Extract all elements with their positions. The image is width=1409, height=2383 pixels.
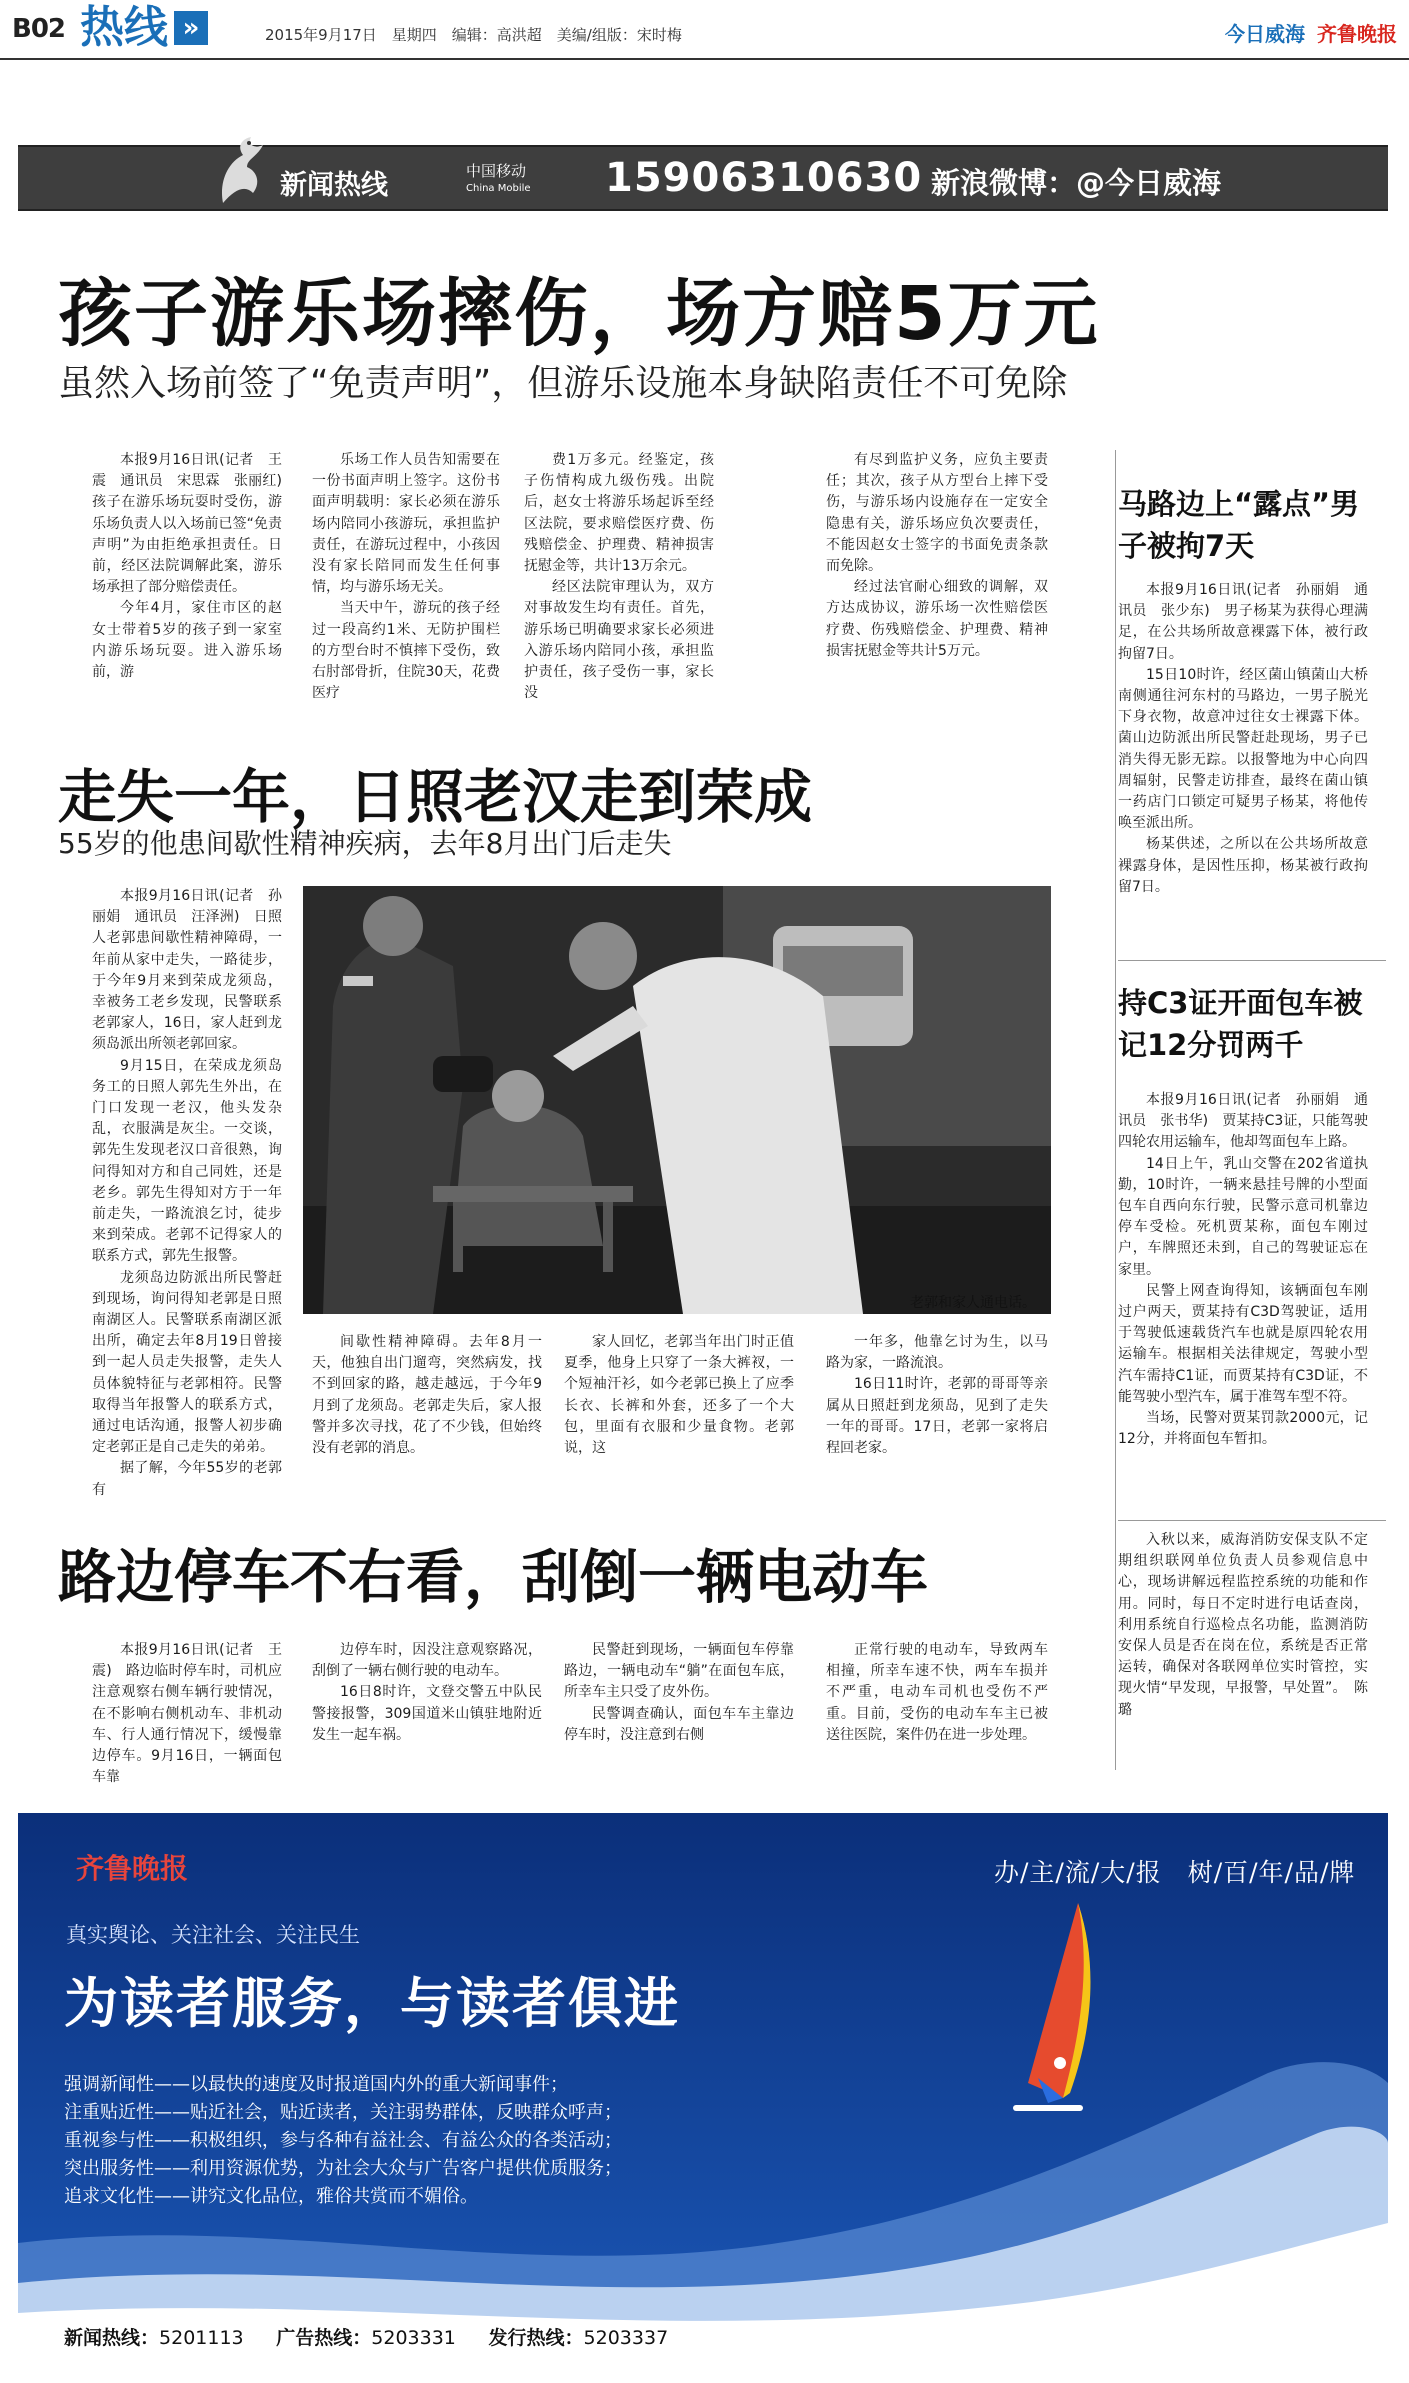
section-title xyxy=(80,2,240,54)
ad-brand-slogan: 办/主/流/大/报 树/百/年/品/牌 xyxy=(994,1858,1356,1887)
carrier-name-en: China Mobile xyxy=(466,183,531,194)
lost-headline: 走失一年，日照老汉走到荣成 xyxy=(58,763,813,831)
ad-principles xyxy=(64,2071,622,2211)
ad-main-slogan: 为读者服务，与读者俱进 xyxy=(64,1972,680,2035)
bird-icon xyxy=(213,133,267,211)
paragraph: 民警赶到现场，一辆面包车停靠路边，一辆电动车“躺”在面包车底，所幸车主只受了皮外伤。 xyxy=(564,1642,794,1701)
paragraph: 费1万多元。经鉴定，孩子伤情构成九级伤残。出院后，赵女士将游乐场起诉至经区法院，要求赔偿医疗费、伤残赔偿金、护理费、精神损害抚慰金等，共计13万余元。 xyxy=(524,452,714,575)
lost-column-2 xyxy=(312,1332,542,1472)
hotline-label: 新闻热线： xyxy=(64,2327,160,2349)
paragraph: 间歇性精神障碍。去年8月一天，他独自出门遛弯，突然病发，找不到回家的路，越走越远，于今年9月到了龙须岛。老郭走失后，家人报警并多次寻找，花了不少钱，但始终没有老郭的消息。 xyxy=(312,1334,542,1457)
photo-illustration xyxy=(303,886,1051,1314)
lead-column-1 xyxy=(92,450,296,681)
paragraph: 9月15日，在荣成龙须岛务工的日照人郭先生外出，在门口发现一老汉，他头发杂乱，衣服满是灰尘。一交谈，郭先生发现老汉口音很熟，询问得知对方和自己同姓，还是老乡。郭先生得知对方于一年前走失，一路流浪乞讨，徒步来到荣成。老郭不记得家人的联系方式，郭先生报警。 xyxy=(92,1057,282,1265)
ad-principle-line: 追求文化性——讲究文化品位，雅俗共赏而不媚俗。 xyxy=(64,2186,478,2207)
lost-column-1 xyxy=(92,886,282,1498)
hotline-number: 5201113 xyxy=(159,2327,244,2349)
hotline-label: 发行热线： xyxy=(488,2327,584,2349)
paragraph: 本报9月16日讯(记者 孙丽娟 通讯员 张少东) 男子杨某为获得心理满足，在公共场所故意裸露下体，被行政拘留7日。 xyxy=(1118,582,1368,662)
hotline-number: 5203331 xyxy=(371,2327,456,2349)
paragraph: 龙须岛边防派出所民警赶到现场，询问得知老郭是日照南湖区人。民警联系南湖区派出所，确定去年8月19日曾接到一起人员走失报警，走失人员体貌特征与老郭相符。民警取得当年报警人的联系方式，通过电话沟通，报警人初步确定老郭正是自己走失的弟弟。 xyxy=(92,1269,282,1456)
paragraph: 本报9月16日讯(记者 孙丽娟 通讯员 张书华) 贾某持C3证，只能驾驶四轮农用运输车，他却驾面包车上路。 xyxy=(1118,1092,1368,1151)
paragraph: 当场，民警对贾某罚款2000元，记12分，并将面包车暂扣。 xyxy=(1118,1410,1368,1448)
paragraph: 民警调查确认，面包车车主靠边停车时，没注意到右侧 xyxy=(564,1705,794,1743)
paragraph: 16日8时许，文登交警五中队民警接报警，309国道米山镇驻地附近发生一起车祸。 xyxy=(312,1684,542,1743)
sidebar-story-1 xyxy=(1118,580,1368,940)
ad-paper-logo: 齐鲁晚报 xyxy=(76,1852,189,1885)
ad-tagline: 真实舆论、关注社会、关注民生 xyxy=(66,1923,360,1947)
road-column-2 xyxy=(312,1640,542,1780)
paragraph: 一年多，他靠乞讨为生，以马路为家，一路流浪。 xyxy=(826,1334,1048,1372)
hotline-number: 5203337 xyxy=(583,2327,669,2349)
sidebar-story-2 xyxy=(1118,1090,1368,1530)
sidebar-divider xyxy=(1118,1520,1386,1521)
paragraph: 据了解，今年55岁的老郭有 xyxy=(92,1460,282,1498)
paragraph: 家人回忆，老郭当年出门时正值夏季，他身上只穿了一条大裤衩，一个短袖汗衫，如今老郭已换上了应季长衣、长裤和外套，还多了一个大包，里面有衣服和少量食物。老郭说，这 xyxy=(564,1334,794,1457)
paragraph: 杨某供述，之所以在公共场所故意裸露身体，是因性压抑，杨某被行政拘留7日。 xyxy=(1118,836,1368,895)
paragraph: 边停车时，因没注意观察路况，刮倒了一辆右侧行驶的电动车。 xyxy=(312,1642,542,1680)
section-label: 热线 xyxy=(80,2,168,53)
hotline-phone: 15906310630 xyxy=(605,155,923,201)
sidebar-brief xyxy=(1118,1530,1368,1780)
photo-caption: 老郭和家人通电话。 xyxy=(910,1295,1036,1311)
lead-column-4 xyxy=(826,450,1048,680)
sidebar-headline-1: 马路边上“露点”男子被拘7天 xyxy=(1118,487,1360,563)
road-column-3 xyxy=(564,1640,794,1780)
lead-headline: 孩子游乐场摔伤，场方赔5万元 xyxy=(58,271,1100,357)
lead-column-2 xyxy=(312,450,500,702)
road-column-1 xyxy=(92,1640,282,1786)
paragraph: 有尽到监护义务，应负主要责任；其次，孩子从方型台上摔下受伤，与游乐场内设施存在一定安全隐患有关，游乐场应负次要责任，不能因赵女士签字的书面免责条款而免除。 xyxy=(826,452,1048,575)
edition-name: 今日威海 xyxy=(1225,22,1305,46)
ad-hotlines xyxy=(64,2323,694,2350)
ad-principle-line: 强调新闻性——以最快的速度及时报道国内外的重大新闻事件； xyxy=(64,2074,568,2095)
page-number: B02 xyxy=(12,14,65,44)
paragraph: 民警上网查询得知，该辆面包车刚过户两天，贾某持有C3D驾驶证，适用于驾驶低速载货汽车也就是原四轮农用运输车。根据相关法律规定，驾驶小型汽车需持C1证，而贾某持有C3D证，不能驾驶小型汽车，属于准驾车型不符。 xyxy=(1118,1282,1368,1405)
paragraph: 15日10时许，经区菌山镇菌山大桥南侧通往河东村的马路边，一男子脱光下身衣物，故意冲过往女士裸露下体。菌山边防派出所民警赶赴现场，男子已消失得无影无踪。以报警地为中心向四周辐射，民警走访排查，最终在菌山镇一药店门口锁定可疑男子杨某，将他传唤至派出所。 xyxy=(1118,666,1368,832)
road-headline: 路边停车不右看，刮倒一辆电动车 xyxy=(58,1543,929,1611)
chevron-right-icon: » xyxy=(174,11,208,45)
banner-label: 新闻热线 xyxy=(280,170,388,201)
lost-column-3 xyxy=(564,1332,794,1472)
ad-principle-line: 重视参与性——积极组织，参与各种有益社会、有益公众的各类活动； xyxy=(64,2130,622,2151)
dateline: 2015年9月17日 星期四 编辑：高洪超 美编/组版：宋时梅 xyxy=(265,26,682,44)
paragraph: 今年4月，家住市区的赵女士带着5岁的孩子到一家室内游乐场玩耍。进入游乐场前，游 xyxy=(92,600,282,681)
sidebar-rule xyxy=(1115,450,1116,1770)
masthead xyxy=(0,0,1409,60)
ad-principle-line: 突出服务性——利用资源优势，为社会大众与广告客户提供优质服务； xyxy=(64,2158,622,2179)
paragraph: 本报9月16日讯(记者 孙丽娟 通讯员 汪泽洲) 日照人老郭患间歇性精神障碍，一年前从家中走失，一路徒步，于今年9月来到荣成龙须岛，幸被务工老乡发现，民警联系老郭家人，16日，家人赶到龙须岛派出所领老郭回家。 xyxy=(92,888,282,1053)
paragraph: 14日上午，乳山交警在202省道执勤，10时许，一辆来悬挂号牌的小型面包车自西向东行驶，民警示意司机靠边停车受检。死机贾某称，面包车刚过户，车牌照还未到，自己的驾驶证忘在家里。 xyxy=(1118,1155,1368,1278)
paragraph: 正常行驶的电动车，导致两车相撞，所幸车速不快，两车车损并不严重，电动车司机也受伤不严重。目前，受伤的电动车车主已被送往医院，案件仍在进一步处理。 xyxy=(826,1642,1048,1743)
weibo-handle: 新浪微博：@今日威海 xyxy=(931,166,1222,200)
paragraph: 16日11时许，老郭的哥哥等亲属从日照赶到龙须岛，见到了走失一年的哥哥。17日，老郭一家将启程回老家。 xyxy=(826,1376,1048,1457)
lead-subhead: 虽然入场前签了“免责声明”，但游乐设施本身缺陷责任不可免除 xyxy=(58,363,1068,404)
paragraph: 乐场工作人员告知需要在一份书面声明上签字。这份书面声明载明：家长必须在游乐场内陪同小孩游玩，承担监护责任，在游玩过程中，小孩因没有家长陪同而发生任何事情，均与游乐场无关。 xyxy=(312,452,500,596)
sidebar-headline-2: 持C3证开面包车被记12分罚两千 xyxy=(1118,986,1363,1062)
ad-principle-line: 注重贴近性——贴近社会，贴近读者，关注弱势群体，反映群众呼声； xyxy=(64,2102,622,2123)
hotline-label: 广告热线： xyxy=(276,2327,372,2349)
lost-column-4 xyxy=(826,1332,1048,1472)
paper-logo: 齐鲁晚报 xyxy=(1317,22,1397,46)
paragraph: 经过法官耐心细致的调解，双方达成协议，游乐场一次性赔偿医疗费、伤残赔偿金、护理费、精神损害抚慰金等共计5万元。 xyxy=(826,579,1048,659)
hotline-banner xyxy=(18,145,1388,211)
paragraph: 入秋以来，威海消防安保支队不定期组织联网单位负责人员参观信息中心，现场讲解远程监控系统的功能和作用。同时，每日不定时进行电话查岗，利用系统自行巡检点名功能，监测消防安保人员是否在岗在位，系统是否正常运转，确保对各联网单位实时管控，实现火情“早发现，早报警，早处置”。 陈璐 xyxy=(1118,1532,1368,1718)
paragraph: 经区法院审理认为，双方对事故发生均有责任。首先，游乐场已明确要求家长必须进入游乐场内陪同小孩，承担监护责任，孩子受伤一事，家长没 xyxy=(524,579,714,702)
promo-advertisement xyxy=(18,1813,1388,2373)
lost-subhead: 55岁的他患间歇性精神疾病，去年8月出门后走失 xyxy=(58,827,672,860)
paragraph: 当天中午，游玩的孩子经过一段高约1米、无防护围栏的方型台时不慎摔下受伤，致右肘部骨折，住院30天，花费医疗 xyxy=(312,600,500,702)
carrier-name: 中国移动 xyxy=(466,162,527,180)
news-photo xyxy=(303,886,1051,1314)
sidebar-divider xyxy=(1118,960,1386,961)
paragraph: 本报9月16日讯(记者 王震) 路边临时停车时，司机应注意观察右侧车辆行驶情况，在不影响右侧机动车、非机动车、行人通行情况下，缓慢靠边停车。9月16日，一辆面包车靠 xyxy=(92,1642,282,1786)
road-column-4 xyxy=(826,1640,1048,1780)
paragraph: 本报9月16日讯(记者 王震 通讯员 宋思霖 张丽红) 孩子在游乐场玩耍时受伤，游乐场负责人以入场前已签“免责声明”为由拒绝承担责任。日前，经区法院调解此案，游乐场承担了部分赔偿责任。 xyxy=(92,452,296,596)
carrier-logo xyxy=(466,163,531,197)
masthead-brand xyxy=(1225,18,1397,47)
lead-column-3 xyxy=(524,450,714,702)
